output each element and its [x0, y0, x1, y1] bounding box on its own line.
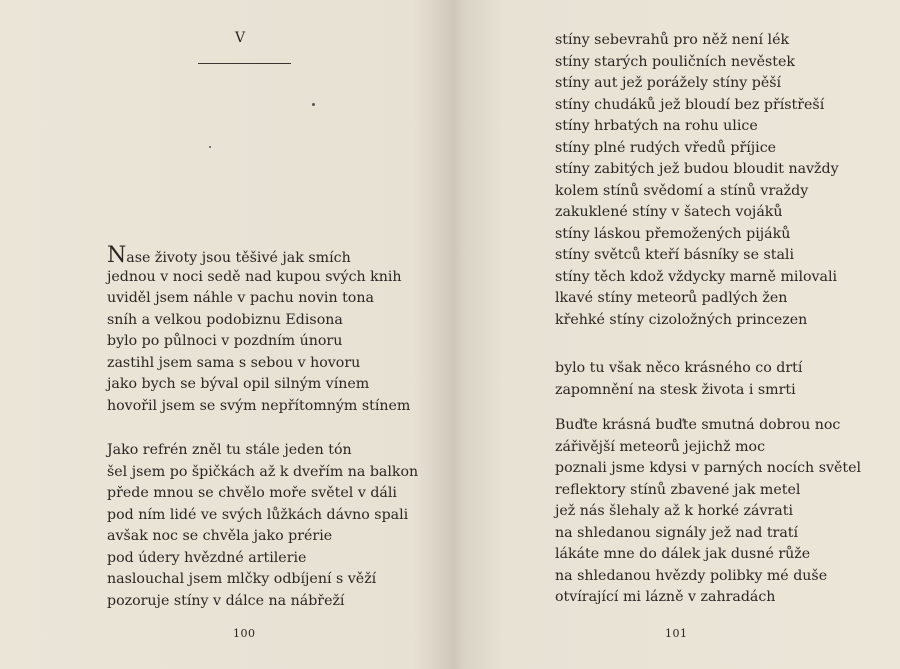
- verse-line: zakuklené stíny v šatech vojáků: [555, 204, 783, 220]
- verse-line: stíny zabitých jež budou bloudit navždy: [555, 161, 839, 177]
- verse-line: stíny hrbatých na rohu ulice: [555, 118, 758, 134]
- verse-line: lkavé stíny meteorů padlých žen: [555, 290, 788, 306]
- page-number: 100: [233, 627, 256, 640]
- verse-line: bylo tu však něco krásného co drtí: [555, 360, 803, 376]
- verse-line: jež nás šlehaly až k horké závrati: [555, 503, 793, 519]
- verse-line: stíny světců kteří básníky se stali: [555, 247, 795, 263]
- verse-line: zastihl jsem sama s sebou v hovoru: [107, 354, 361, 371]
- verse-line: sníh a velkou podobiznu Edisona: [107, 311, 343, 328]
- verse-line: pod ním lidé ve svých lůžkách dávno spali: [107, 506, 409, 523]
- verse-line: stíny chudáků jež bloudí bez přístřeší: [555, 96, 825, 113]
- verse-line: stíny starých pouličních nevěstek: [555, 53, 795, 70]
- verse-line: stíny sebevrahů pro něž není lék: [555, 32, 790, 48]
- verse-line: křehké stíny cizoložných princezen: [555, 311, 808, 328]
- verse-line: šel jsem po špičkách až k dveřím na balkon: [107, 463, 419, 480]
- verse-line: pod údery hvězdné artilerie: [107, 549, 307, 566]
- drop-cap: N: [107, 243, 127, 268]
- chapter-heading: V: [235, 30, 247, 46]
- right-stanza-2: [555, 358, 802, 401]
- verse-line: zapomnění na stesk života i smrti: [555, 381, 796, 398]
- verse-line: stíny těch kdož vždycky marně milovali: [555, 268, 838, 285]
- verse-line: Nase životy jsou těšivé jak smích: [107, 243, 351, 268]
- verse-line: lákáte mne do dálek jak dusné růže: [555, 546, 811, 562]
- verse-line: stíny láskou přemožených pijáků: [555, 225, 791, 242]
- print-speck: [209, 146, 211, 148]
- verse-line: avšak noc se chvěla jako prérie: [107, 528, 333, 544]
- verse-line: zářivější meteorů jejichž moc: [555, 438, 766, 455]
- verse-line: kolem stínů svědomí a stínů vraždy: [555, 182, 809, 199]
- chapter-rule: [198, 63, 291, 64]
- left-stanza-2: [107, 440, 418, 612]
- verse-line: bylo po půlnoci v pozdním únoru: [107, 333, 343, 349]
- verse-line: otvírající mi lázně v zahradách: [555, 589, 776, 605]
- left-stanza-1: [107, 245, 410, 417]
- verse-line: hovořil jsem se svým nepřítomným stínem: [107, 397, 411, 414]
- verse-line: jako bych se býval opil silným vínem: [107, 376, 370, 392]
- print-speck: [312, 103, 315, 106]
- right-page: [455, 0, 900, 669]
- verse-line: Jako refrén zněl tu stále jeden tón: [107, 442, 352, 458]
- verse-line: stíny aut jež porážely stíny pěší: [555, 75, 782, 91]
- verse-line: na shledanou signály jež nad tratí: [555, 524, 799, 541]
- right-stanza-3: [555, 415, 861, 609]
- verse-line: uviděl jsem náhle v pachu novin tona: [107, 290, 374, 306]
- verse-line: jednou v noci sedě nad kupou svých knih: [107, 268, 402, 285]
- verse-line: Buďte krásná buďte smutná dobrou noc: [555, 417, 841, 433]
- verse-line: přede mnou se chvělo moře světel v dáli: [107, 485, 397, 501]
- verse-line: pozoruje stíny v dálce na nábřeží: [107, 592, 345, 609]
- right-stanza-1: [555, 30, 839, 331]
- verse-line: naslouchal jsem mlčky odbíjení s věží: [107, 571, 377, 587]
- verse-line: na shledanou hvězdy polibky mé duše: [555, 567, 828, 584]
- page-number: 101: [665, 627, 688, 640]
- verse-line: stíny plné rudých vředů příjice: [555, 139, 777, 156]
- verse-line: poznali jsme kdysi v parných nocích světel: [555, 460, 862, 476]
- verse-line: reflektory stínů zbavené jak metel: [555, 481, 801, 498]
